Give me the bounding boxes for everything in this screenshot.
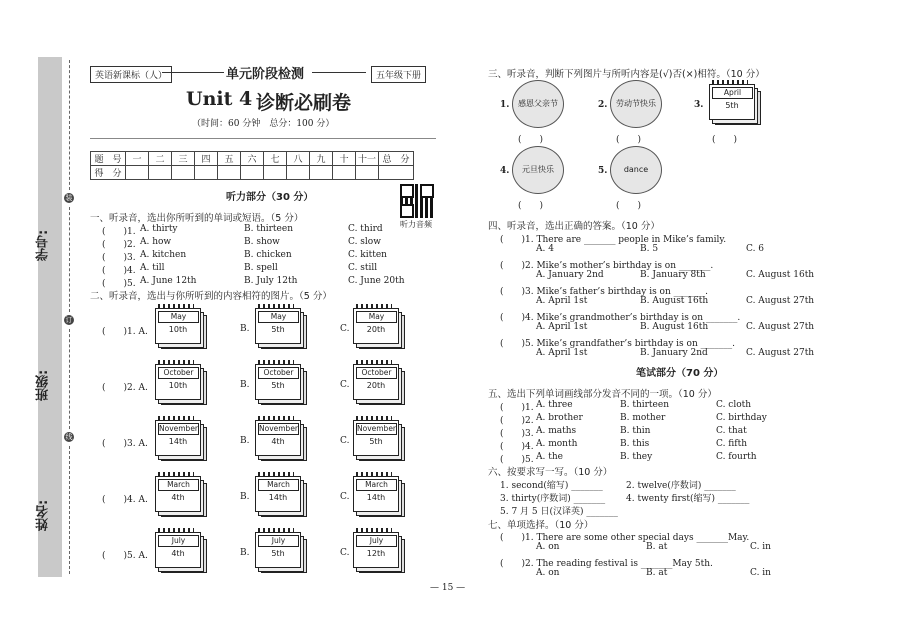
- option-a: A. June 12th: [140, 276, 197, 286]
- answer-blank[interactable]: ( )5.: [500, 455, 534, 465]
- picture-number: 5.: [598, 166, 608, 176]
- calendar-front: [155, 532, 201, 568]
- calendar-rings: [712, 80, 748, 85]
- option-c: C. fifth: [716, 439, 748, 449]
- time-info: （时间：60 分钟 总分：100 分）: [192, 119, 335, 129]
- answer-blank[interactable]: ( )2.: [500, 416, 534, 426]
- cut-line: [69, 60, 70, 190]
- option-c-label: C.: [340, 548, 350, 558]
- answer-blank[interactable]: ( )4.: [102, 266, 136, 276]
- score-input-cell[interactable]: [287, 166, 310, 180]
- page-number: — 15 —: [430, 583, 466, 593]
- answer-blank[interactable]: ( )2. A.: [102, 383, 148, 393]
- option-c-label: C.: [340, 436, 350, 446]
- listening-heading: 听力部分（30 分）: [226, 192, 314, 203]
- writing-heading: 笔试部分（70 分）: [636, 368, 724, 379]
- option-c: C. slow: [348, 237, 381, 247]
- option-b: B. mother: [620, 413, 666, 423]
- picture-4: 元旦快乐: [512, 146, 564, 194]
- option-a: A. April 1st: [536, 322, 588, 332]
- calendar-day: 12th: [366, 549, 386, 558]
- option-c: C. still: [348, 263, 378, 273]
- calendar-day: 14th: [268, 493, 288, 502]
- banner-title: 单元阶段检测: [226, 67, 305, 82]
- fill-item[interactable]: 4. twenty first(缩写) _______: [626, 494, 750, 504]
- calendar-day: 4th: [171, 549, 185, 558]
- score-header-cell: 十一: [356, 152, 379, 166]
- calendar-rings: [258, 304, 294, 309]
- answer-blank[interactable]: ( )1. A.: [102, 327, 148, 337]
- option-a: A. how: [140, 237, 172, 247]
- option-b-label: B.: [240, 548, 250, 558]
- name-label: 姓名:: [36, 499, 51, 531]
- calendar-rings: [258, 360, 294, 365]
- picture-number: 1.: [500, 100, 510, 110]
- calendar-icon: [152, 472, 206, 516]
- option-b: B. January 8th: [640, 270, 706, 280]
- option-b: B. August 16th: [640, 322, 709, 332]
- score-input-cell[interactable]: [218, 166, 241, 180]
- option-c: C. August 27th: [746, 322, 815, 332]
- rule: [162, 72, 224, 73]
- section-5-title: 五、选出下列单词画线部分发音不同的一项。（10 分）: [488, 389, 717, 400]
- calendar-month: March: [356, 479, 397, 491]
- score-header-cell: 二: [149, 152, 172, 166]
- answer-blank[interactable]: ( )1.: [500, 403, 534, 413]
- score-header-cell: 一: [126, 152, 149, 166]
- paper-subtitle: 诊断必刷卷: [256, 92, 352, 114]
- option-c: C. in: [750, 542, 771, 552]
- fill-item[interactable]: 5. 7 月 5 日(汉译英) _______: [500, 507, 618, 517]
- calendar-month: July: [356, 535, 397, 547]
- calendar-icon: [252, 360, 306, 404]
- option-b: B. spell: [244, 263, 278, 273]
- calendar-front: [255, 308, 301, 344]
- score-input-cell[interactable]: [333, 166, 356, 180]
- answer-blank[interactable]: ( )4.: [500, 442, 534, 452]
- calendar-icon: [252, 472, 306, 516]
- hole-1: 装: [65, 194, 73, 202]
- score-input-cell[interactable]: [379, 166, 414, 180]
- calendar-front: [353, 308, 399, 344]
- score-header-cell: 九: [310, 152, 333, 166]
- fill-item[interactable]: 2. twelve(序数词) _______: [626, 481, 736, 491]
- calendar-month: October: [158, 367, 199, 379]
- calendar-front: [353, 420, 399, 456]
- calendar-month: July: [258, 535, 299, 547]
- judge-blank[interactable]: ( ): [616, 201, 642, 211]
- calendar-icon: [706, 80, 760, 124]
- calendar-icon: [350, 360, 404, 404]
- section-2-title: 二、听录音，选出与你所听到的内容相符的图片。（5 分）: [90, 291, 332, 302]
- score-input-cell[interactable]: [241, 166, 264, 180]
- score-input-cell[interactable]: [126, 166, 149, 180]
- score-header-cell: 三: [172, 152, 195, 166]
- option-c: C. August 27th: [746, 348, 815, 358]
- option-b: B. show: [244, 237, 280, 247]
- option-c: C. that: [716, 426, 747, 436]
- score-input-cell[interactable]: [149, 166, 172, 180]
- question[interactable]: ( )3. Mike’s father’s birthday is on _______.: [500, 287, 708, 297]
- calendar-icon: [350, 304, 404, 348]
- option-c: C. cloth: [716, 400, 752, 410]
- option-b: B. August 16th: [640, 296, 709, 306]
- judge-blank[interactable]: ( ): [518, 201, 544, 211]
- option-b: B. thirteen: [620, 400, 669, 410]
- calendar-month: May: [258, 311, 299, 323]
- question[interactable]: ( )2. The reading festival is _______May 5th.: [500, 559, 713, 569]
- option-b: B. July 12th: [244, 276, 298, 286]
- question[interactable]: ( )5. Mike’s grandfather’s birthday is on _______.: [500, 339, 735, 349]
- judge-blank[interactable]: ( ): [712, 135, 738, 145]
- calendar-rings: [258, 472, 294, 477]
- section-6-title: 六、按要求写一写。（10 分）: [488, 467, 613, 478]
- calendar-day: 20th: [366, 325, 386, 334]
- picture-number: 2.: [598, 100, 608, 110]
- question[interactable]: ( )4. Mike’s grandmother’s birthday is on _______.: [500, 313, 741, 323]
- calendar-icon: [350, 416, 404, 460]
- score-input-cell[interactable]: [172, 166, 195, 180]
- calendar-front: [255, 532, 301, 568]
- score-header-cell: 六: [241, 152, 264, 166]
- calendar-day: 14th: [168, 437, 188, 446]
- option-a: A. April 1st: [536, 348, 588, 358]
- calendar-front: [155, 364, 201, 400]
- score-label-cell: 得 分: [91, 166, 126, 180]
- option-c: C. third: [348, 224, 383, 234]
- score-input-cell[interactable]: [356, 166, 379, 180]
- calendar-rings: [356, 360, 392, 365]
- hole-3: 线: [65, 433, 73, 441]
- option-a: A. 4: [536, 244, 554, 254]
- judge-blank[interactable]: ( ): [616, 135, 642, 145]
- option-b: B. 5: [640, 244, 659, 254]
- option-b: B. at: [646, 542, 668, 552]
- calendar-rings: [158, 472, 194, 477]
- cut-line: [69, 446, 70, 574]
- calendar-day: 14th: [366, 493, 386, 502]
- option-c: C. kitten: [348, 250, 387, 260]
- option-c: C. August 27th: [746, 296, 815, 306]
- calendar-front: [353, 476, 399, 512]
- score-header-cell: 总 分: [379, 152, 414, 166]
- calendar-day: 4th: [271, 437, 285, 446]
- section-4-title: 四、听录音，选出正确的答案。（10 分）: [488, 221, 660, 232]
- calendar-front: [155, 420, 201, 456]
- calendar-month: October: [356, 367, 397, 379]
- calendar-day: 4th: [171, 493, 185, 502]
- calendar-month: March: [258, 479, 299, 491]
- calendar-front: [353, 364, 399, 400]
- calendar-day: 5th: [271, 381, 285, 390]
- section-7-title: 七、单项选择。（10 分）: [488, 520, 594, 531]
- option-c-label: C.: [340, 324, 350, 334]
- calendar-month: November: [259, 424, 299, 433]
- calendar-rings: [356, 472, 392, 477]
- hole-2: 订: [65, 316, 73, 324]
- option-c: C. August 16th: [746, 270, 815, 280]
- calendar-icon: [350, 472, 404, 516]
- option-a: A. April 1st: [536, 296, 588, 306]
- answer-blank[interactable]: ( )3. A.: [102, 439, 148, 449]
- option-c-label: C.: [340, 380, 350, 390]
- calendar-front: [255, 420, 301, 456]
- class-label: 班级:: [36, 369, 51, 401]
- calendar-month: April: [712, 87, 753, 99]
- option-b-label: B.: [240, 492, 250, 502]
- option-a: A. on: [536, 568, 560, 578]
- rule: [312, 72, 366, 73]
- calendar-day: 10th: [168, 325, 188, 334]
- picture-5: dance: [610, 146, 662, 194]
- calendar-rings: [356, 528, 392, 533]
- option-b-label: B.: [240, 324, 250, 334]
- calendar-front: [353, 532, 399, 568]
- left-tag: 英语新课标（人）: [90, 66, 172, 83]
- calendar-front: [255, 476, 301, 512]
- question[interactable]: ( )1. There are some other special days _______May.: [500, 533, 750, 543]
- option-a: A. kitchen: [140, 250, 187, 260]
- calendar-rings: [258, 416, 294, 421]
- calendar-front: [155, 476, 201, 512]
- option-c: C. June 20th: [348, 276, 405, 286]
- calendar-icon: [252, 304, 306, 348]
- id-label: 学号:: [36, 229, 51, 261]
- calendar-day: 5th: [369, 437, 383, 446]
- calendar-rings: [356, 416, 392, 421]
- calendar-day: 10th: [168, 381, 188, 390]
- score-header-cell: 七: [264, 152, 287, 166]
- question[interactable]: ( )2. Mike’s mother’s birthday is on _______.: [500, 261, 714, 271]
- calendar-rings: [158, 416, 194, 421]
- option-a: A. on: [536, 542, 560, 552]
- qr-code[interactable]: [400, 184, 434, 218]
- option-a: A. thirty: [140, 224, 178, 234]
- calendar-month: November: [159, 424, 199, 433]
- option-a: A. maths: [536, 426, 577, 436]
- calendar-month: November: [357, 424, 397, 433]
- calendar-month: May: [356, 311, 397, 323]
- score-input-cell[interactable]: [195, 166, 218, 180]
- picture-1: 感恩父亲节: [512, 80, 564, 128]
- calendar-day: 5th: [271, 549, 285, 558]
- calendar-rings: [158, 528, 194, 533]
- right-tag: 五年级下册: [371, 66, 426, 83]
- calendar-icon: [152, 528, 206, 572]
- section-1-title: 一、听录音，选出你所听到的单词或短语。（5 分）: [90, 213, 304, 224]
- calendar-icon: [152, 304, 206, 348]
- option-a: A. January 2nd: [536, 270, 604, 280]
- option-a: A. three: [536, 400, 573, 410]
- answer-blank[interactable]: ( )3.: [500, 429, 534, 439]
- score-table: [90, 151, 414, 180]
- option-a: A. the: [536, 452, 563, 462]
- fill-item[interactable]: 3. thirty(序数词) _______: [500, 494, 606, 504]
- fill-item[interactable]: 1. second(缩写) _______: [500, 481, 603, 491]
- qr-label: 听力音频: [400, 220, 432, 229]
- score-input-cell[interactable]: [264, 166, 287, 180]
- option-b: B. this: [620, 439, 650, 449]
- calendar-front: [155, 308, 201, 344]
- calendar-rings: [258, 528, 294, 533]
- calendar-rings: [158, 360, 194, 365]
- calendar-icon: [252, 416, 306, 460]
- picture-number: 4.: [500, 166, 510, 176]
- option-b: B. thirteen: [244, 224, 293, 234]
- unit-title: Unit 4: [186, 88, 253, 110]
- option-a: A. brother: [536, 413, 583, 423]
- option-b: B. January 2nd: [640, 348, 708, 358]
- answer-blank[interactable]: ( )5. A.: [102, 551, 148, 561]
- calendar-icon: [152, 360, 206, 404]
- option-c: C. in: [750, 568, 771, 578]
- picture-2: 劳动节快乐: [610, 80, 662, 128]
- picture-number: 3.: [694, 100, 704, 110]
- option-a: A. month: [536, 439, 578, 449]
- calendar-icon: [152, 416, 206, 460]
- option-a: A. till: [140, 263, 165, 273]
- calendar-rings: [356, 304, 392, 309]
- calendar-month: May: [158, 311, 199, 323]
- calendar-rings: [158, 304, 194, 309]
- option-c: C. birthday: [716, 413, 767, 423]
- cut-line: [69, 329, 70, 429]
- score-input-cell[interactable]: [310, 166, 333, 180]
- answer-blank[interactable]: ( )3.: [102, 253, 136, 263]
- option-b: B. at: [646, 568, 668, 578]
- option-b-label: B.: [240, 380, 250, 390]
- calendar-day: 5th: [271, 325, 285, 334]
- score-header-cell: 五: [218, 152, 241, 166]
- calendar-day: 20th: [366, 381, 386, 390]
- calendar-front: [709, 84, 755, 120]
- section-3-title: 三、听录音，判断下列图片与所听内容是(√)否(×)相符。（10 分）: [488, 69, 765, 80]
- answer-blank[interactable]: ( )4. A.: [102, 495, 148, 505]
- score-header-cell: 四: [195, 152, 218, 166]
- calendar-month: March: [158, 479, 199, 491]
- calendar-icon: [252, 528, 306, 572]
- answer-blank[interactable]: ( )1.: [102, 227, 136, 237]
- option-b: B. thin: [620, 426, 651, 436]
- cut-line: [69, 207, 70, 312]
- score-header-cell: 十: [333, 152, 356, 166]
- option-b-label: B.: [240, 436, 250, 446]
- judge-blank[interactable]: ( ): [518, 135, 544, 145]
- calendar-day: 5th: [725, 101, 739, 110]
- score-header-cell: 八: [287, 152, 310, 166]
- score-header-cell: 题 号: [91, 152, 126, 166]
- calendar-month: July: [158, 535, 199, 547]
- calendar-icon: [350, 528, 404, 572]
- rule: [90, 138, 436, 139]
- option-c: C. fourth: [716, 452, 757, 462]
- option-b: B. chicken: [244, 250, 292, 260]
- answer-blank[interactable]: ( )5.: [102, 279, 136, 289]
- option-c: C. 6: [746, 244, 765, 254]
- answer-blank[interactable]: ( )2.: [102, 240, 136, 250]
- calendar-front: [255, 364, 301, 400]
- option-c-label: C.: [340, 492, 350, 502]
- option-b: B. they: [620, 452, 653, 462]
- calendar-month: October: [258, 367, 299, 379]
- question[interactable]: ( )1. There are _______ people in Mike’s family.: [500, 235, 727, 245]
